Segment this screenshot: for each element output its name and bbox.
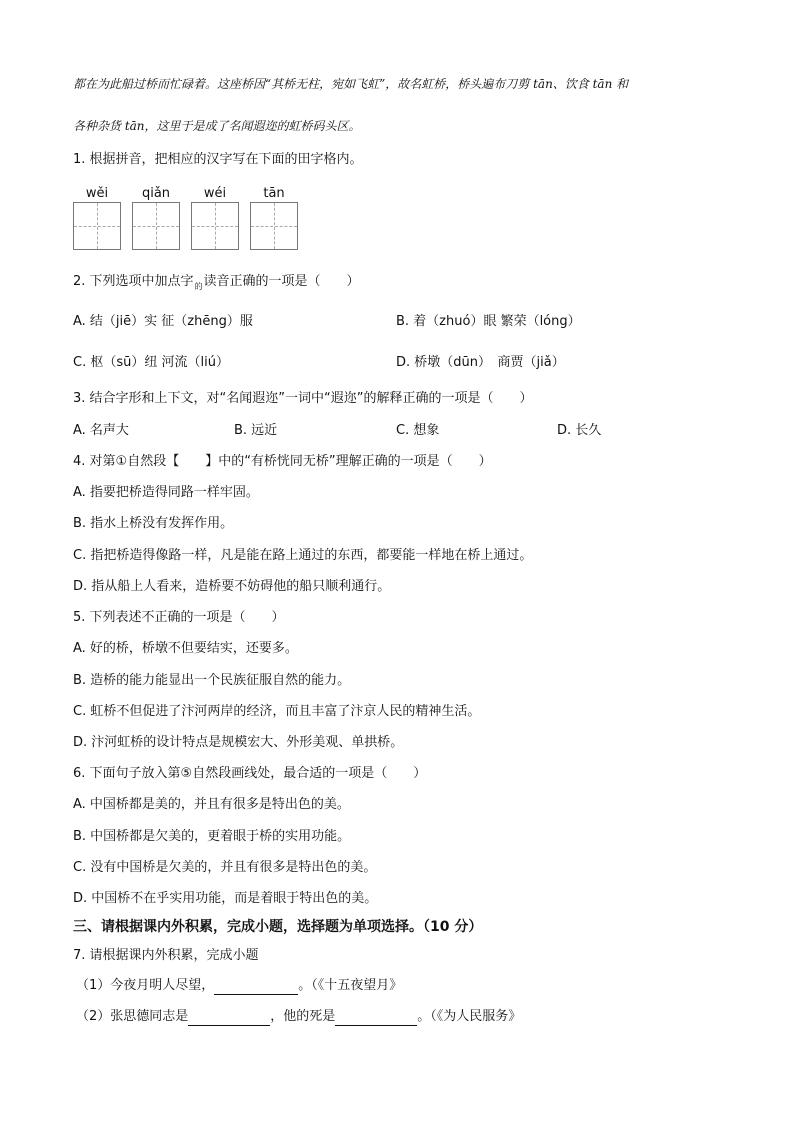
question-6-option-b: B. 中国桥都是欠美的，更着眼于桥的实用功能。 (73, 829, 351, 844)
question-3-option-b: B. 远近 (234, 423, 278, 438)
tianzige-box[interactable] (132, 202, 180, 250)
tianzige-box[interactable] (250, 202, 298, 250)
question-7-item-2-text: （2）张思德同志是 (76, 1009, 189, 1024)
section-heading: 三、请根据课内外积累，完成小题，选择题为单项选择。（10 分） (73, 919, 483, 935)
question-7-item-2-text: ，他的死是 (270, 1009, 336, 1024)
question-7-item-1-source: 。（《十五夜望月》 (298, 978, 403, 993)
question-5-option-b: B. 造桥的能力能显出一个民族征服自然的能力。 (73, 673, 351, 688)
question-2-option-a: A. 结（jiē）实 征（zhēng）服 (73, 314, 253, 329)
question-2-stem (73, 273, 360, 291)
pinyin-label: tān (263, 186, 285, 201)
tianzige-box[interactable] (73, 202, 121, 250)
answer-blank[interactable] (335, 1011, 417, 1026)
answer-blank[interactable] (214, 980, 298, 995)
question-3-stem: 3. 结合字形和上下文，对“名闻遐迩”一词中“遐迩”的解释正确的一项是（ ） (73, 391, 533, 406)
passage-line-2: 各种杂货 tān，这里于是成了名闻遐迩的虹桥码头区。 (73, 119, 361, 133)
question-5-option-c: C. 虹桥不但促进了汴河两岸的经济，而且丰富了汴京人民的精神生活。 (73, 704, 481, 719)
question-1-stem: 1. 根据拼音，把相应的汉字写在下面的田字格内。 (73, 152, 363, 167)
question-4-stem: 4. 对第①自然段【 】中的“有桥恍同无桥”理解正确的一项是（ ） (73, 454, 492, 469)
question-4-option-d: D. 指从船上人看来，造桥要不妨碍他的船只顺利通行。 (73, 579, 391, 594)
question-3-option-a: A. 名声大 (73, 423, 129, 438)
question-6-option-a: A. 中国桥都是美的，并且有很多是特出色的美。 (73, 797, 350, 812)
question-6-option-d: D. 中国桥不在乎实用功能，而是着眼于特出色的美。 (73, 891, 378, 906)
question-7-item-2-source: 。（《为人民服务》 (417, 1009, 522, 1024)
question-2-stem-part: 读音正确的一项是（ ） (203, 274, 360, 289)
question-4-option-c: C. 指把桥造得像路一样，凡是能在路上通过的东西，都要能一样地在桥上通过。 (73, 548, 533, 563)
question-5-option-a: A. 好的桥，桥墩不但要结实，还要多。 (73, 641, 298, 656)
answer-blank[interactable] (188, 1011, 270, 1026)
question-6-stem: 6. 下面句子放入第⑤自然段画线处，最合适的一项是（ ） (73, 766, 427, 781)
question-3-option-d: D. 长久 (557, 423, 602, 438)
pinyin-label: wěi (85, 186, 109, 201)
question-6-option-c: C. 没有中国桥是欠美的，并且有很多是特出色的美。 (73, 860, 377, 875)
dotted-char-text: 的 (194, 282, 203, 291)
question-5-stem: 5. 下列表述不正确的一项是（ ） (73, 610, 285, 625)
pinyin-label: qiǎn (141, 186, 171, 201)
question-7-item-2 (76, 1008, 521, 1026)
question-2-stem-part: 2. 下列选项中加点字 (73, 274, 194, 289)
question-2-option-b: B. 着（zhuó）眼 繁荣（lóng） (396, 314, 581, 329)
question-4-option-a: A. 指要把桥造得同路一样牢固。 (73, 485, 259, 500)
passage-line-1: 都在为此船过桥而忙碌着。这座桥因“其桥无柱，宛如飞虹”，故名虹桥，桥头遍布刀剪 tān、饮食 tān 和 (73, 77, 629, 91)
question-7-stem: 7. 请根据课内外积累，完成小题 (73, 948, 259, 963)
question-2-option-c: C. 枢（sū）纽 河流（liú） (73, 355, 229, 370)
pinyin-label: wéi (203, 186, 227, 201)
question-7-item-1 (76, 977, 402, 995)
question-7-item-1-text: （1）今夜月明人尽望， (76, 978, 215, 993)
question-4-option-b: B. 指水上桥没有发挥作用。 (73, 516, 234, 531)
question-5-option-d: D. 汴河虹桥的设计特点是规模宏大、外形美观、单拱桥。 (73, 735, 404, 750)
question-2-option-d: D. 桥墩（dūn） 商贾（jiǎ） (396, 355, 565, 370)
tianzige-box[interactable] (191, 202, 239, 250)
question-3-option-c: C. 想象 (396, 423, 440, 438)
